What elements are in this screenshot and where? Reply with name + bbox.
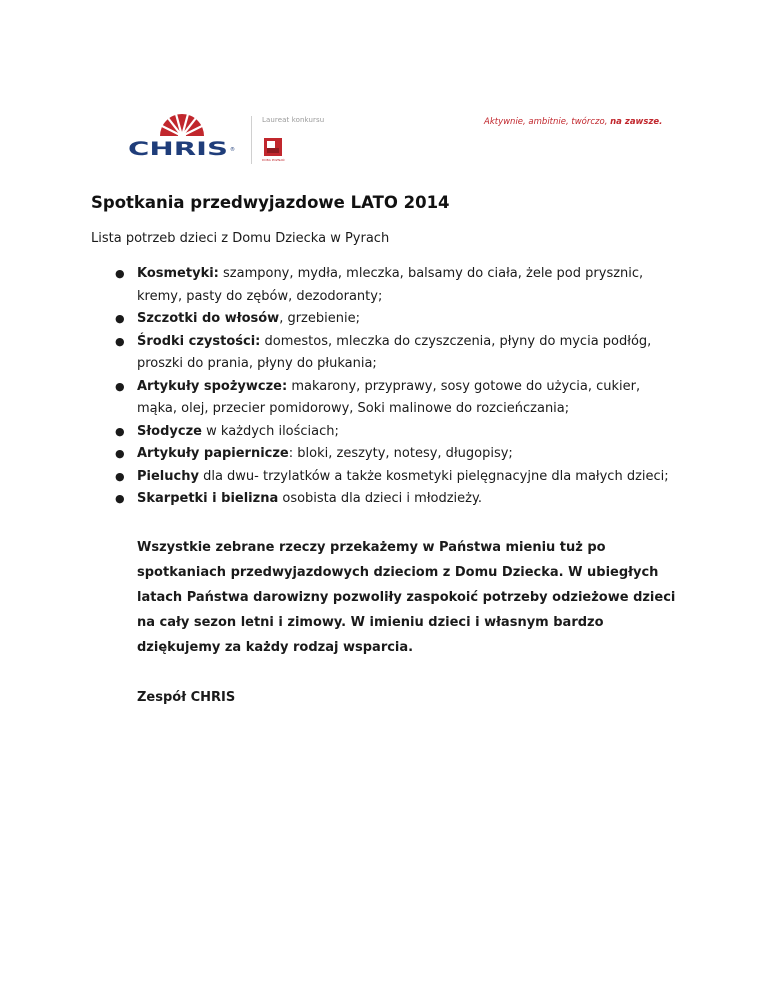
signature: Zespół CHRIS [137, 689, 236, 705]
tagline-text: Aktywnie, ambitnie, twórczo, [484, 117, 611, 127]
needs-list [91, 263, 691, 511]
tagline [484, 117, 662, 127]
item-label: Artykuły papiernicze [137, 446, 289, 461]
item-label: Kosmetyki: [137, 266, 219, 281]
item-label: Skarpetki i bielizna [137, 491, 279, 506]
item-text: w każdych ilościach; [202, 423, 339, 439]
document-body [91, 191, 691, 708]
tagline-emphasis: na zawsze. [610, 117, 663, 127]
list-item [91, 443, 677, 466]
list-item [91, 308, 677, 331]
item-text: , grzebienie; [279, 311, 360, 326]
list-item [91, 331, 677, 376]
list-item [91, 263, 677, 308]
bullet-icon: ● [115, 469, 125, 483]
item-text: : bloki, zeszyty, notesy, długopisy; [288, 446, 513, 461]
letterhead [0, 0, 768, 170]
bullet-icon: ● [115, 334, 125, 348]
chris-logo [126, 112, 238, 160]
award-caption: DOBA POZNAŃ [262, 158, 285, 162]
item-text: domestos, mleczka do czyszczenia, płyny do mycia podłóg, proszki do prania, płyny do płukania; [137, 333, 652, 371]
laureate-label: Laureat konkursu [262, 116, 325, 124]
list-item [91, 488, 677, 511]
bullet-icon: ● [115, 312, 125, 325]
bullet-icon: ● [115, 424, 125, 438]
item-label: Słodycze [137, 423, 202, 439]
header-divider [251, 116, 252, 164]
document-subtitle: Lista potrzeb dzieci z Domu Dziecka w Pyrach [91, 231, 390, 246]
item-text: dla dwu- trzylatków a także kosmetyki pielęgnacyjne dla małych dzieci; [198, 468, 669, 484]
chris-logo-graphic [126, 112, 238, 160]
item-label: Pieluchy [137, 468, 199, 484]
award-logo-icon [264, 138, 282, 158]
bullet-icon: ● [115, 447, 125, 460]
closing-paragraph: Wszystkie zebrane rzeczy przekażemy w Państwa mieniu tuż po spotkaniach przedwyjazdowych dzieciom z Domu Dziecka. W ubiegłych latach Państwa darowizny pozwoliły zaspokoić potrzeby odzieżowe dzieci na cały sezon letni i zimowy. W imieniu dzieci i własnym bardzo dziękujemy za każdy rodzaj wsparcia. [137, 539, 676, 655]
list-item [91, 466, 677, 489]
bullet-icon: ● [115, 267, 125, 280]
item-text: osobista dla dzieci i młodzieży. [278, 491, 482, 506]
list-item [91, 376, 677, 421]
bullet-icon: ● [115, 492, 125, 505]
document-title: Spotkania przedwyjazdowe LATO 2014 [91, 193, 450, 212]
bullet-icon: ● [115, 379, 125, 393]
item-label: Artykuły spożywcze: [137, 378, 288, 394]
item-text: szampony, mydła, mleczka, balsamy do ciała, żele pod prysznic, kremy, pasty do zębów, dezodoranty; [137, 266, 644, 304]
item-text: makarony, przyprawy, sosy gotowe do użycia, cukier, mąka, olej, przecier pomidorowy, Soki malinowe do rozcieńczania; [137, 378, 641, 416]
logo-text: CHRIS [128, 138, 228, 160]
svg-text:®: ® [230, 147, 235, 153]
list-item [91, 421, 677, 444]
item-label: Środki czystości: [137, 333, 261, 349]
item-label: Szczotki do włosów [137, 311, 280, 326]
